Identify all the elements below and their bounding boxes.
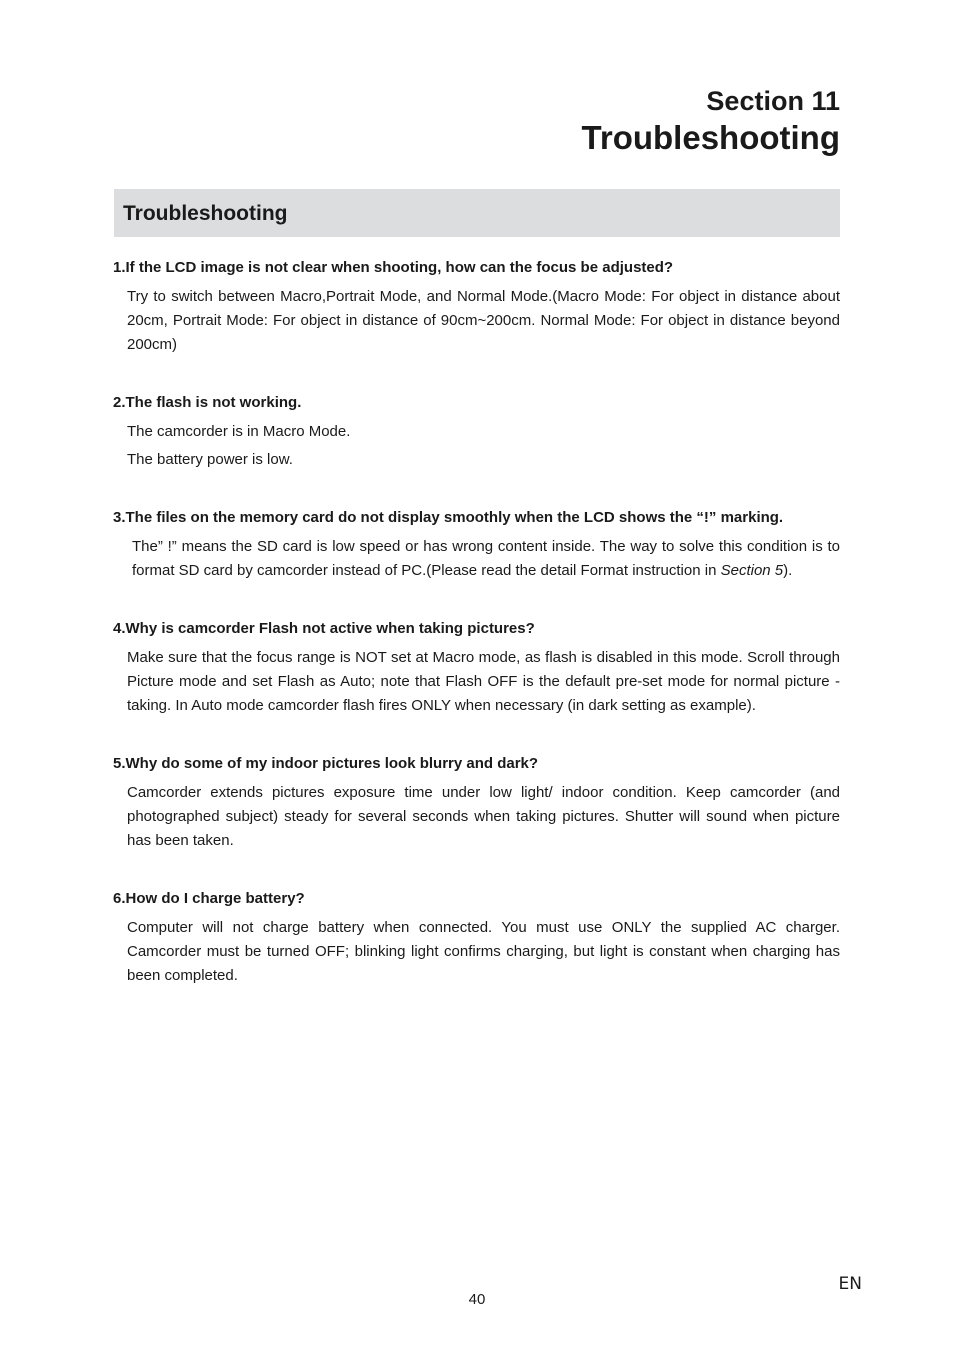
faq-answer: Computer will not charge battery when connected. You must use ONLY the supplied AC charger. Camcorder must be turned OFF; blinking light confirms charging, but light is constant when charging has been completed. — [127, 919, 840, 984]
faq-item-3 — [113, 506, 840, 583]
banner-title: Troubleshooting — [123, 202, 288, 225]
faq-answer: Make sure that the focus range is NOT set at Macro mode, as flash is disabled in this mode. Scroll through Picture mode and set Flash as Auto; note that Flash OFF is the default pre-set mode for normal picture -taking. In Auto mode camcorder flash fires ONLY when necessary (in dark setting as example). — [127, 649, 840, 714]
faq-item-1 — [113, 256, 840, 357]
faq-question: 5.Why do some of my indoor pictures look blurry and dark? — [113, 755, 539, 772]
page-number: 40 — [468, 1291, 486, 1308]
faq-item-2 — [113, 391, 840, 472]
section-reference: Section 5 — [720, 562, 784, 579]
faq-answer: The camcorder is in Macro Mode. — [127, 423, 351, 440]
section-title: Troubleshooting — [581, 119, 840, 156]
faq-list — [113, 256, 840, 1022]
faq-answer: Camcorder extends pictures exposure time under low light/ indoor condition. Keep camcorder (and photographed subject) steady for several seconds when taking pictures. Shutter will sound when picture has been taken. — [127, 784, 840, 849]
language-tag: EN — [838, 1274, 862, 1294]
section-banner — [114, 189, 840, 237]
faq-question: 6.How do I charge battery? — [113, 890, 305, 907]
faq-question: 2.The flash is not working. — [113, 394, 302, 411]
faq-item-6 — [113, 887, 840, 988]
faq-question: 3.The files on the memory card do not display smoothly when the LCD shows the “!” marking. — [113, 509, 784, 526]
faq-item-5 — [113, 752, 840, 853]
faq-answer: Try to switch between Macro,Portrait Mode, and Normal Mode.(Macro Mode: For object in distance about 20cm, Portrait Mode: For object in distance of 90cm~200cm. Normal Mode: For object in distance beyond 200cm) — [127, 288, 840, 353]
faq-answer: The battery power is low. — [127, 451, 293, 468]
section-number: Section 11 — [706, 86, 840, 116]
faq-answer — [132, 535, 840, 583]
faq-answer-text: The” !” means the SD card is low speed or has wrong content inside. The way to solve this condition is to format SD card by camcorder instead of PC.(Please read the detail Format instruction in — [132, 538, 840, 579]
faq-item-4 — [113, 617, 840, 718]
faq-question: 1.If the LCD image is not clear when shooting, how can the focus be adjusted? — [113, 259, 674, 276]
faq-question: 4.Why is camcorder Flash not active when taking pictures? — [113, 620, 535, 637]
faq-answer-tail: ). — [783, 562, 793, 579]
section-header — [582, 84, 840, 158]
